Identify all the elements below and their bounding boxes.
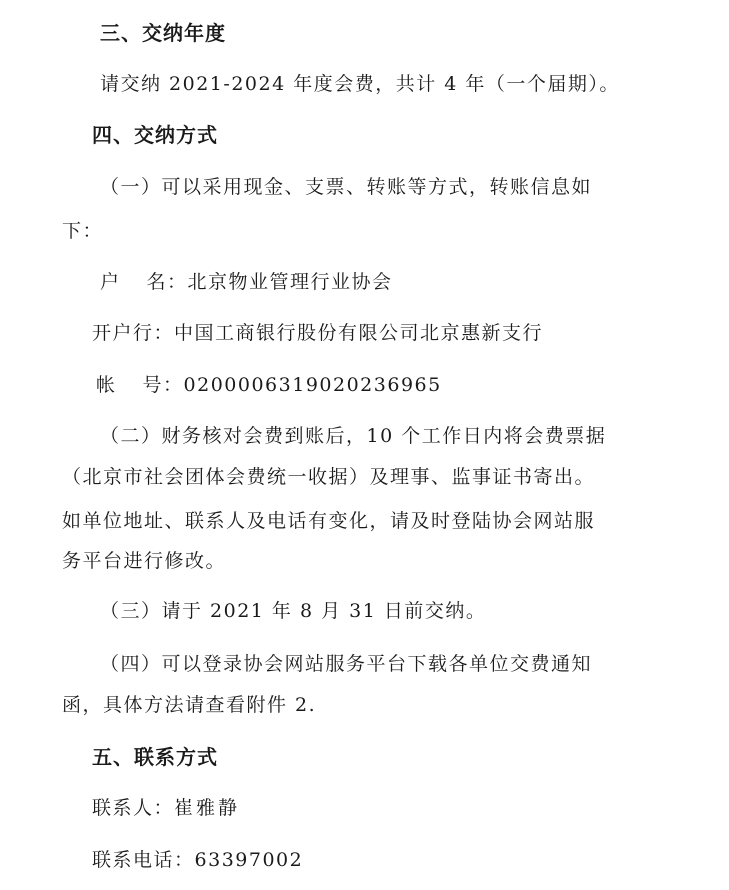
bank-value: 中国工商银行股份有限公司北京惠新支行 (174, 322, 544, 344)
bank-label: 开户行： (92, 322, 175, 344)
contact-phone-label: 联系电话： (92, 849, 195, 871)
payment-item-4-line-1: （四）可以登录协会网站服务平台下载各单位交费通知 (100, 653, 593, 675)
contact-phone-row (92, 847, 303, 873)
bank-row (92, 320, 543, 346)
payment-item-2-line-3: 如单位地址、联系人及电话有变化，请及时登陆协会网站服 (62, 510, 596, 532)
account-name-value: 北京物业管理行业协会 (187, 271, 393, 293)
account-number-value: 0200006319020236965 (183, 374, 442, 396)
payment-item-1-line-2: 下： (62, 220, 104, 242)
payment-item-2-line-2: （北京市社会团体会费统一收据）及理事、监事证书寄出。 (62, 466, 596, 488)
payment-item-2-line-4: 务平台进行修改。 (62, 550, 227, 572)
contact-phone-value: 63397002 (194, 849, 304, 871)
account-number-label-a: 帐 (96, 374, 117, 396)
contact-person-value: 崔雅静 (174, 797, 241, 819)
payment-item-2-line-1: （二）财务核对会费到账后，10 个工作日内将会费票据 (100, 425, 607, 447)
contact-person-label: 联系人： (92, 797, 175, 819)
contact-person-row (92, 795, 240, 821)
section-3-text: 请交纳 2021-2024 年度会费，共计 4 年（一个届期）。 (100, 73, 620, 95)
payment-item-4-line-2: 函，具体方法请查看附件 2. (62, 694, 317, 716)
section-5-heading: 五、联系方式 (92, 745, 218, 769)
account-name-label-b: 名： (146, 271, 188, 293)
account-name-row (100, 269, 393, 295)
account-number-row (96, 372, 442, 398)
account-number-label-b: 号： (142, 374, 184, 396)
section-3-heading: 三、交纳年度 (100, 21, 226, 45)
payment-item-3: （三）请于 2021 年 8 月 31 日前交纳。 (100, 600, 487, 622)
payment-item-1-line-1: （一）可以采用现金、支票、转账等方式，转账信息如 (100, 176, 593, 198)
section-4-heading: 四、交纳方式 (92, 123, 218, 147)
account-name-label-a: 户 (100, 271, 121, 293)
